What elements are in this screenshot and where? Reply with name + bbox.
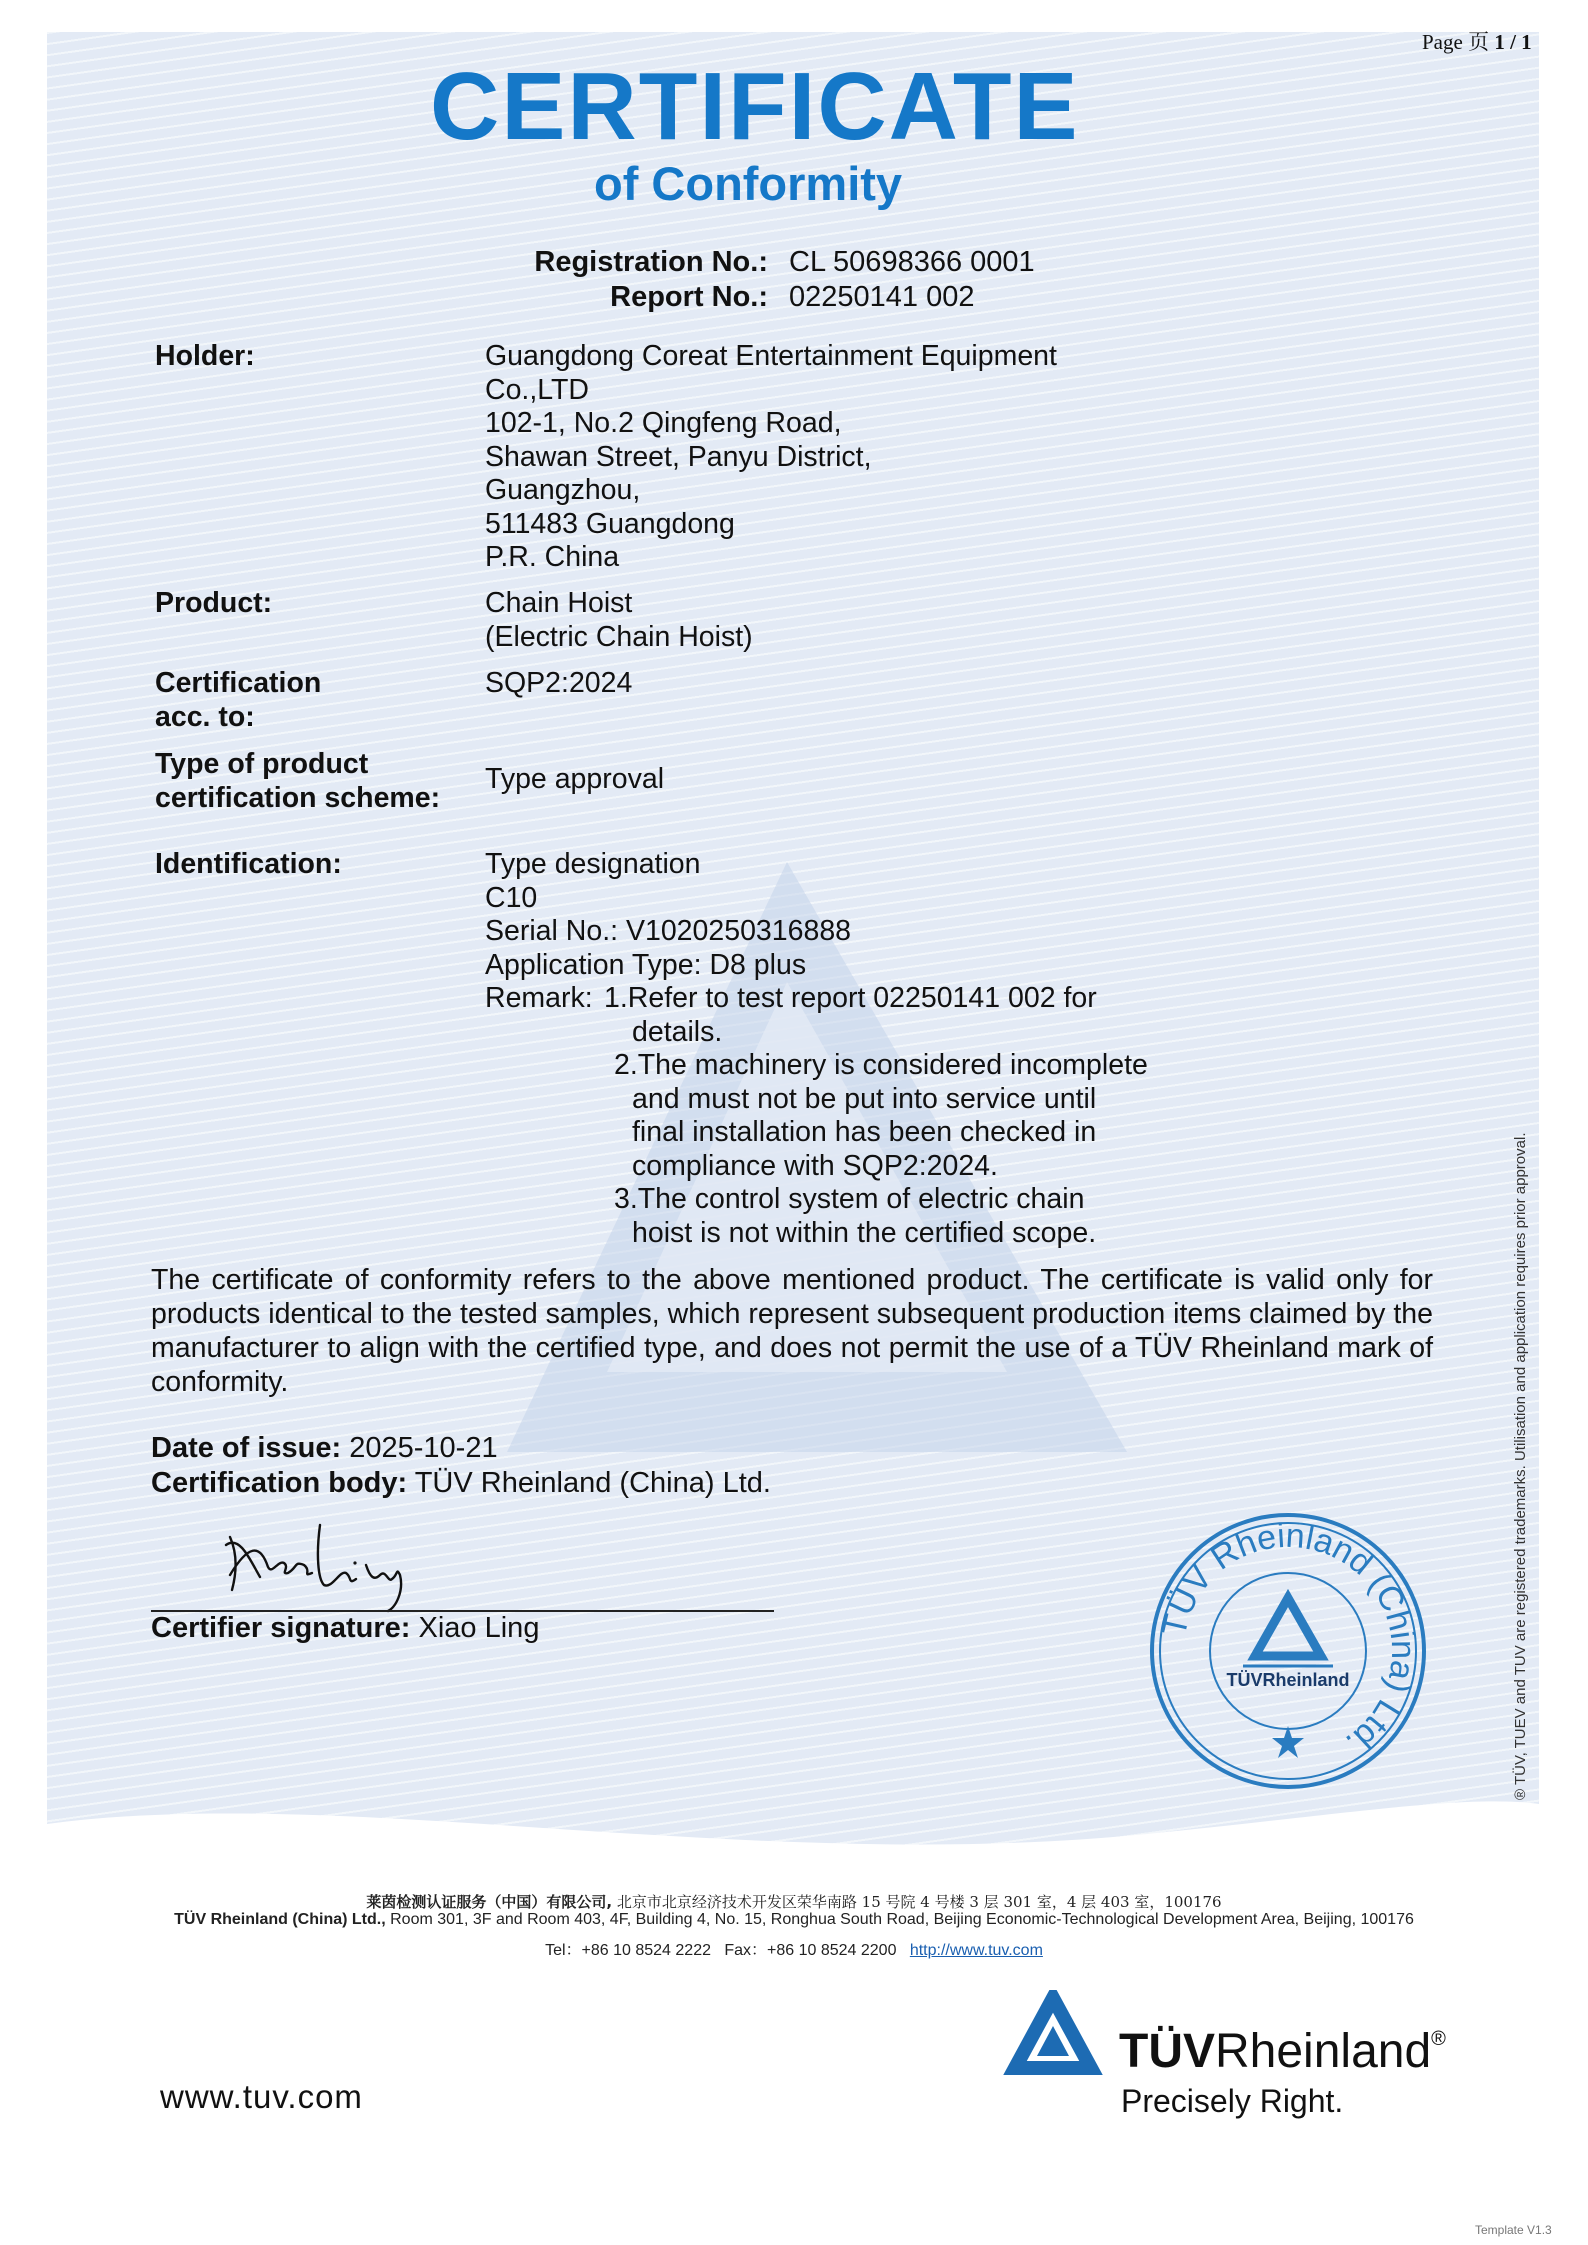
brand-wordmark	[1119, 2024, 1446, 2079]
footer-english-address	[0, 1911, 1588, 1929]
remark-line: and must not be put into service until	[632, 1082, 1097, 1115]
scheme-label	[155, 748, 440, 815]
body-value: TÜV Rheinland (China) Ltd.	[414, 1467, 771, 1499]
remark-line: 1.Refer to test report 02250141 002 for	[604, 982, 1097, 1014]
holder-line: 511483 Guangdong	[485, 507, 735, 540]
certifier-signature	[151, 1612, 539, 1645]
identification-value	[485, 848, 851, 982]
certificate-subtitle: of Conformity	[594, 157, 903, 210]
signature-name: Xiao Ling	[418, 1612, 540, 1644]
identification-line: Application Type: D8 plus	[485, 948, 807, 981]
certification-value: SQP2:2024	[485, 667, 633, 699]
remark-2	[614, 1049, 1148, 1183]
certification-label-line: acc. to:	[155, 700, 255, 733]
remark-line: 2.The machinery is considered incomplete	[614, 1049, 1148, 1081]
remark-line: details.	[632, 1015, 723, 1048]
date-of-issue	[151, 1432, 498, 1465]
page-number: Page 页 1 / 1	[1422, 30, 1532, 54]
date-label: Date of issue:	[151, 1432, 342, 1464]
certification-body	[151, 1467, 771, 1500]
brand-regular: Rheinland	[1215, 2025, 1432, 2078]
scheme-label-line: Type of product	[155, 748, 369, 780]
footer-en-address: Room 301, 3F and Room 403, 4F, Building 4, No. 15, Ronghua South Road, Beijing Economic-Technological Development Area, Beijing, 100176	[390, 1911, 1414, 1928]
body-label: Certification body:	[151, 1467, 408, 1499]
svg-text:TÜV Rheinland (China) Ltd.: TÜV Rheinland (China) Ltd.	[1155, 1516, 1423, 1764]
scheme-label-line: certification scheme:	[155, 781, 441, 814]
holder-line: Co.,LTD	[485, 373, 589, 406]
holder-line: Guangdong Coreat Entertainment Equipment	[485, 340, 1057, 372]
handwritten-signature-icon	[220, 1515, 440, 1615]
product-line: (Electric Chain Hoist)	[485, 620, 753, 653]
holder-line: 102-1, No.2 Qingfeng Road,	[485, 407, 842, 439]
footer-en-company: TÜV Rheinland (China) Ltd.,	[174, 1911, 386, 1928]
conformity-statement: The certificate of conformity refers to the above mentioned product. The certificate is valid only for products identical to the tested samples, which represent subsequent production items claimed by the manufacturer to align with the certified type, and does not permit the use of a TÜV Rheinland mark of conformity.	[151, 1264, 1433, 1398]
certification-label	[155, 667, 321, 734]
date-value: 2025-10-21	[349, 1432, 498, 1464]
holder-label: Holder:	[155, 340, 255, 372]
footer-tel: Tel：+86 10 8524 2222	[545, 1942, 711, 1959]
holder-line: Shawan Street, Panyu District,	[485, 440, 872, 473]
remark-line: compliance with SQP2:2024.	[632, 1149, 998, 1182]
scheme-value: Type approval	[485, 763, 665, 795]
product-line: Chain Hoist	[485, 587, 633, 619]
tuv-stamp-icon	[1143, 1506, 1433, 1796]
identification-line: C10	[485, 881, 538, 914]
report-number: 02250141 002	[789, 281, 975, 313]
holder-value	[485, 340, 1057, 575]
identification-label: Identification:	[155, 848, 342, 880]
footer-url-link[interactable]: http://www.tuv.com	[909, 1942, 1043, 1959]
remark-line: 3.The control system of electric chain	[614, 1183, 1085, 1215]
footer-contact	[0, 1937, 1588, 1960]
brand-bold: TÜV	[1119, 2025, 1215, 2078]
remark-1	[604, 982, 1097, 1049]
footer-fax: Fax：+86 10 8524 2200	[724, 1942, 897, 1959]
identification-line: Type designation	[485, 848, 701, 880]
tuv-logo-icon	[1003, 1990, 1103, 2080]
footer-chinese-address	[0, 1891, 1588, 1912]
footer-cn-address: 北京市北京经济技术开发区荣华南路 15 号院 4 号楼 3 层 301 室，4 层 403 室，100176	[616, 1893, 1222, 1911]
certification-label-line: Certification	[155, 667, 322, 699]
template-version: Template V1.3	[1475, 2223, 1552, 2237]
registration-label: Registration No.:	[534, 246, 768, 278]
footer-cn-company: 莱茵检测认证服务（中国）有限公司,	[366, 1893, 613, 1911]
signature-label: Certifier signature:	[151, 1612, 411, 1644]
remark-line: final installation has been checked in	[632, 1116, 1097, 1148]
holder-line: P.R. China	[485, 541, 620, 573]
certificate-title: CERTIFICATE	[430, 53, 1080, 160]
trademark-side-note: ® TÜV, TUEV and TUV are registered trademarks. Utilisation and application requires prior approval.	[1512, 1132, 1529, 1800]
brand-registered: ®	[1431, 2028, 1446, 2050]
identification-line: Serial No.: V1020250316888	[485, 915, 852, 947]
svg-text:TÜVRheinland: TÜVRheinland	[1226, 1670, 1350, 1690]
report-label: Report No.:	[610, 281, 768, 313]
product-value	[485, 587, 753, 654]
remark-3	[614, 1183, 1096, 1250]
website-text: www.tuv.com	[160, 2078, 363, 2115]
product-label: Product:	[155, 587, 273, 619]
brand-slogan: Precisely Right.	[1121, 2083, 1344, 2119]
remark-prefix: Remark:	[485, 982, 593, 1014]
remark-line: hoist is not within the certified scope.	[632, 1216, 1097, 1249]
registration-number: CL 50698366 0001	[789, 246, 1035, 278]
holder-line: Guangzhou,	[485, 474, 641, 506]
